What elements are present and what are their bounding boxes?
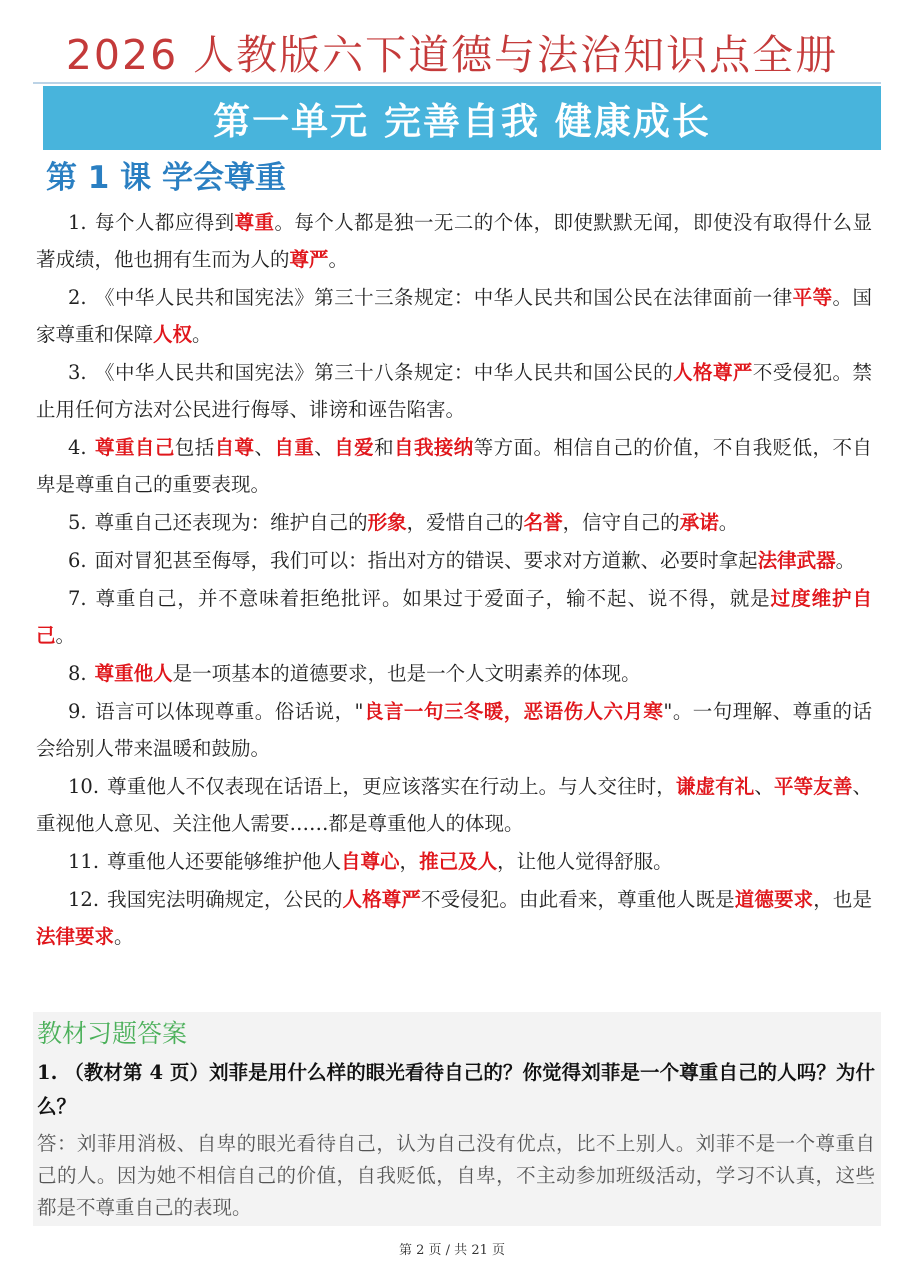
point-text: 尊重自己还表现为：维护自己的 xyxy=(94,511,368,534)
point-number: 9. xyxy=(68,700,87,723)
knowledge-point xyxy=(36,204,872,278)
key-term: 过度维护自己 xyxy=(36,587,872,647)
key-term: 平等友善 xyxy=(773,775,853,798)
point-text: 尊重他人还要能够维护他人 xyxy=(107,850,342,873)
document-title: 2026 人教版六下道德与法治知识点全册 xyxy=(65,31,839,79)
key-term: 谦虚有礼 xyxy=(675,775,755,798)
knowledge-point xyxy=(36,279,872,353)
point-text: 。 xyxy=(55,624,76,647)
point-text: 、重视他人意见、关注他人需要……都是尊重他人的体现。 xyxy=(36,775,872,835)
point-text: 我国宪法明确规定，公民的 xyxy=(107,888,343,911)
knowledge-point xyxy=(36,542,872,579)
point-text: 《中华人民共和国宪法》第三十三条规定：中华人民共和国公民在法律面前一律 xyxy=(94,286,793,309)
knowledge-point xyxy=(36,693,872,767)
page-number: 第 2 页 / 共 21 页 xyxy=(399,1243,505,1258)
exercise-answer: 答：刘菲用消极、自卑的眼光看待自己，认为自己没有优点，比不上别人。刘菲不是一个尊重自己的人。因为她不相信自己的价值，自我贬低，自卑，不主动参加班级活动，学习不认真，这些都是不尊重自己的表现。 xyxy=(37,1132,875,1219)
point-text: 等方面。相信自己的价值，不自我贬低，不自卑是尊重自己的重要表现。 xyxy=(36,436,872,496)
knowledge-point xyxy=(36,504,872,541)
point-text: 包括 xyxy=(174,436,215,459)
key-term: 自重 xyxy=(274,436,315,459)
point-number: 1. xyxy=(68,211,87,234)
knowledge-point xyxy=(36,768,872,842)
point-text: 语言可以体现尊重。俗话说，" xyxy=(94,700,364,723)
point-text: 面对冒犯甚至侮辱，我们可以：指出对方的错误、要求对方道歉、必要时拿起 xyxy=(94,549,758,572)
lesson-title: 第 1 课 学会尊重 xyxy=(46,160,286,196)
point-number: 3. xyxy=(68,361,87,384)
knowledge-points-list xyxy=(36,204,872,956)
point-text: 是一项基本的道德要求，也是一个人文明素养的体现。 xyxy=(172,662,641,685)
key-term: 自爱 xyxy=(334,436,375,459)
point-text: 、 xyxy=(754,775,774,798)
point-text: 。 xyxy=(328,248,349,271)
point-text: 。每个人都是独一无二的个体，即使默默无闻，即使没有取得什么显著成绩，他也拥有生而为人的 xyxy=(36,211,872,271)
point-number: 4. xyxy=(68,436,87,459)
point-text: ，让他人觉得舒服。 xyxy=(497,850,673,873)
key-term: 平等 xyxy=(792,286,833,309)
point-number: 11. xyxy=(68,850,100,873)
key-term: 法律武器 xyxy=(757,549,836,572)
key-term: 良言一句三冬暖，恶语伤人六月寒 xyxy=(363,700,664,723)
point-text: 尊重他人不仅表现在话语上，更应该落实在行动上。与人交往时， xyxy=(107,775,676,798)
key-term: 自尊 xyxy=(214,436,255,459)
point-text: ， xyxy=(399,850,420,873)
key-term: 人格尊严 xyxy=(673,361,753,384)
point-number: 8. xyxy=(68,662,87,685)
key-term: 尊重自己 xyxy=(94,436,175,459)
point-text: 。 xyxy=(114,925,134,948)
knowledge-point xyxy=(36,580,872,654)
point-number: 12. xyxy=(68,888,100,911)
knowledge-point xyxy=(36,881,872,955)
key-term: 自我接纳 xyxy=(394,436,474,459)
point-text: ，信守自己的 xyxy=(562,511,680,534)
knowledge-point xyxy=(36,655,872,692)
key-term: 推己及人 xyxy=(419,850,498,873)
point-text: ，爱惜自己的 xyxy=(406,511,524,534)
point-number: 6. xyxy=(68,549,87,572)
point-text: ，也是 xyxy=(813,888,872,911)
key-term: 形象 xyxy=(367,511,407,534)
point-text: 。 xyxy=(192,323,212,346)
point-text: 不受侵犯。由此看来，尊重他人既是 xyxy=(420,888,735,911)
key-term: 名誉 xyxy=(523,511,563,534)
key-term: 人格尊严 xyxy=(342,888,421,911)
answers-heading: 教材习题答案 xyxy=(37,1019,188,1048)
point-text: "。一句理解、尊重的话会给别人带来温暖和鼓励。 xyxy=(36,700,872,760)
exercise-question: 1. （教材第 4 页）刘菲是用什么样的眼光看待自己的？你觉得刘菲是一个尊重自己的人吗？为什么？ xyxy=(37,1061,875,1118)
point-number: 2. xyxy=(68,286,87,309)
point-number: 10. xyxy=(68,775,100,798)
point-text: 和 xyxy=(374,436,395,459)
textbook-answers-section xyxy=(33,1012,881,1226)
point-text: 不受侵犯。禁止用任何方法对公民进行侮辱、诽谤和诬告陷害。 xyxy=(36,361,872,421)
key-term: 尊重他人 xyxy=(94,662,173,685)
point-text: 。国家尊重和保障 xyxy=(36,286,872,346)
knowledge-point xyxy=(36,354,872,428)
point-text: 。 xyxy=(718,511,739,534)
key-term: 尊严 xyxy=(289,248,329,271)
point-number: 5. xyxy=(68,511,87,534)
key-term: 自尊心 xyxy=(341,850,400,873)
point-text: 每个人都应得到 xyxy=(94,211,235,234)
key-term: 法律要求 xyxy=(36,925,115,948)
point-text: 尊重自己，并不意味着拒绝批评。如果过于爱面子，输不起、说不得，就是 xyxy=(94,587,771,610)
key-term: 道德要求 xyxy=(734,888,814,911)
knowledge-point xyxy=(36,429,872,503)
title-divider xyxy=(33,82,881,84)
point-text: 《中华人民共和国宪法》第三十八条规定：中华人民共和国公民的 xyxy=(94,361,674,384)
point-text: 。 xyxy=(835,549,856,572)
key-term: 人权 xyxy=(153,323,193,346)
point-text: 、 xyxy=(254,436,275,459)
unit-banner: 第一单元 完善自我 健康成长 xyxy=(43,86,881,150)
knowledge-point xyxy=(36,843,872,880)
key-term: 尊重 xyxy=(234,211,275,234)
point-number: 7. xyxy=(68,587,87,610)
key-term: 承诺 xyxy=(679,511,719,534)
point-text: 、 xyxy=(314,436,335,459)
